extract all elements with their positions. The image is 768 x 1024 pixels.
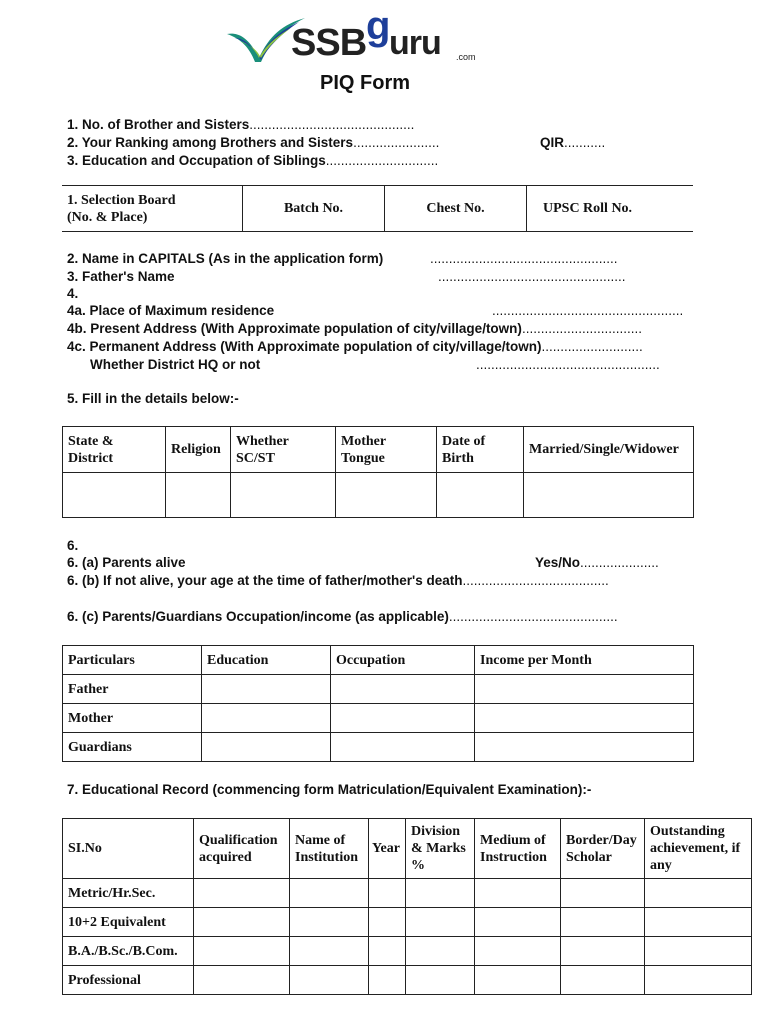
row-label-guardians: Guardians bbox=[63, 733, 202, 762]
institution-header bbox=[290, 819, 369, 879]
parents-alive-label: 6. (a) Parents alive bbox=[67, 555, 186, 570]
fathers-name-label: 3. Father's Name bbox=[67, 269, 175, 284]
fill-details-label: 5. Fill in the details below:- bbox=[67, 391, 239, 406]
permanent-address-label: 4c. Permanent Address (With Approximate population of city/village/town) bbox=[67, 339, 542, 354]
religion-input-cell[interactable] bbox=[166, 473, 231, 518]
selection-board-sublabel: (No. & Place) bbox=[67, 209, 148, 225]
district-hq-label: Whether District HQ or not bbox=[90, 357, 261, 372]
input-cell[interactable] bbox=[290, 937, 369, 966]
name-capitals-dots: .................................................. bbox=[430, 251, 618, 266]
dob-header-line1: Date of bbox=[442, 433, 486, 449]
occupation-header: Occupation bbox=[331, 646, 475, 675]
marital-status-header: Married/Single/Widower bbox=[524, 427, 694, 473]
logo-text-com: .com bbox=[456, 52, 476, 62]
input-cell[interactable] bbox=[194, 879, 290, 908]
input-cell[interactable] bbox=[475, 908, 561, 937]
personal-details-table bbox=[62, 426, 694, 518]
batch-no-header: Batch No. bbox=[243, 186, 385, 232]
mother-tongue-input-cell[interactable] bbox=[336, 473, 437, 518]
input-cell[interactable] bbox=[290, 908, 369, 937]
yes-no-dots: ..................... bbox=[580, 555, 659, 570]
med-line2: Instruction bbox=[480, 849, 547, 865]
input-cell[interactable] bbox=[194, 966, 290, 995]
page-title: PIQ Form bbox=[320, 72, 411, 94]
scst-header-line1: Whether bbox=[236, 433, 289, 449]
logo-text-ssb: SSB bbox=[291, 22, 367, 64]
qual-line1: Qualification bbox=[199, 832, 278, 848]
selection-board-label: 1. Selection Board bbox=[67, 192, 176, 208]
row-label-graduation: B.A./B.Sc./B.Com. bbox=[63, 937, 194, 966]
parents-occupation-table bbox=[62, 645, 694, 762]
input-cell[interactable] bbox=[475, 966, 561, 995]
input-cell[interactable] bbox=[645, 908, 752, 937]
row-label-10-plus-2: 10+2 Equivalent bbox=[63, 908, 194, 937]
item-6-label: 6. bbox=[67, 538, 79, 553]
input-cell[interactable] bbox=[194, 908, 290, 937]
input-cell[interactable] bbox=[645, 937, 752, 966]
siblings-label: 3. Education and Occupation of Siblings bbox=[67, 153, 326, 168]
input-cell[interactable] bbox=[369, 966, 406, 995]
mother-income-cell[interactable] bbox=[475, 704, 694, 733]
row-label-father: Father bbox=[63, 675, 202, 704]
guardians-income-cell[interactable] bbox=[475, 733, 694, 762]
inst-line2: Institution bbox=[295, 849, 359, 865]
input-cell[interactable] bbox=[406, 908, 475, 937]
education-header: Education bbox=[202, 646, 331, 675]
guardians-occupation-cell[interactable] bbox=[331, 733, 475, 762]
row-label-mother: Mother bbox=[63, 704, 202, 733]
input-cell[interactable] bbox=[369, 879, 406, 908]
brothers-sisters-dots: ............................................ bbox=[249, 117, 415, 132]
mother-education-cell[interactable] bbox=[202, 704, 331, 733]
yes-no-label: Yes/No bbox=[535, 555, 581, 570]
year-header: Year bbox=[369, 819, 406, 879]
div-line3: % bbox=[411, 858, 425, 873]
qir-dots: ........... bbox=[564, 135, 606, 150]
guardian-occupation-label: 6. (c) Parents/Guardians Occupation/income (as applicable) bbox=[67, 609, 449, 624]
medium-header bbox=[475, 819, 561, 879]
age-at-death-dots: ....................................... bbox=[462, 573, 609, 588]
achievement-header bbox=[645, 819, 752, 879]
bd-line2: Scholar bbox=[566, 849, 612, 865]
ach-line3: any bbox=[650, 858, 672, 873]
sc-st-header bbox=[231, 427, 336, 473]
ranking-line bbox=[67, 135, 439, 150]
max-residence-label: 4a. Place of Maximum residence bbox=[67, 303, 275, 318]
input-cell[interactable] bbox=[406, 879, 475, 908]
upsc-roll-no-header: UPSC Roll No. bbox=[527, 186, 694, 232]
input-cell[interactable] bbox=[290, 879, 369, 908]
qir-line bbox=[540, 135, 605, 150]
dob-input-cell[interactable] bbox=[437, 473, 524, 518]
input-cell[interactable] bbox=[406, 966, 475, 995]
guardian-occupation-line bbox=[67, 609, 618, 624]
division-marks-header bbox=[406, 819, 475, 879]
siblings-dots: .............................. bbox=[325, 153, 439, 168]
scst-header-line2: SC/ST bbox=[236, 450, 275, 466]
dob-header-line2: Birth bbox=[442, 450, 474, 466]
ranking-label: 2. Your Ranking among Brothers and Sisters bbox=[67, 135, 354, 150]
ach-line2: achievement, if bbox=[650, 841, 741, 856]
income-header: Income per Month bbox=[475, 646, 694, 675]
div-line2: & Marks bbox=[411, 841, 466, 856]
logo-text-g: g bbox=[366, 4, 390, 48]
brothers-sisters-line bbox=[67, 117, 414, 132]
row-label-metric: Metric/Hr.Sec. bbox=[63, 879, 194, 908]
input-cell[interactable] bbox=[561, 966, 645, 995]
div-line1: Division bbox=[411, 824, 461, 839]
particulars-header: Particulars bbox=[63, 646, 202, 675]
present-address-line bbox=[67, 321, 642, 336]
qual-line2: acquired bbox=[199, 849, 252, 865]
state-header-line2: District bbox=[68, 450, 114, 466]
educational-record-label: 7. Educational Record (commencing form Matriculation/Equivalent Examination):- bbox=[67, 782, 592, 797]
state-district-input-cell[interactable] bbox=[63, 473, 166, 518]
name-capitals-label: 2. Name in CAPITALS (As in the application form) bbox=[67, 251, 384, 266]
input-cell[interactable] bbox=[561, 908, 645, 937]
max-residence-dots: ................................................... bbox=[492, 303, 684, 318]
input-cell[interactable] bbox=[561, 879, 645, 908]
qir-label: QIR bbox=[540, 135, 565, 150]
chest-no-header: Chest No. bbox=[385, 186, 527, 232]
marital-status-input-cell[interactable] bbox=[524, 473, 694, 518]
row-label-professional: Professional bbox=[63, 966, 194, 995]
input-cell[interactable] bbox=[561, 937, 645, 966]
state-header-line1: State & bbox=[68, 433, 114, 449]
qualification-header bbox=[194, 819, 290, 879]
input-cell[interactable] bbox=[645, 966, 752, 995]
father-occupation-cell[interactable] bbox=[331, 675, 475, 704]
input-cell[interactable] bbox=[369, 937, 406, 966]
age-at-death-label: 6. (b) If not alive, your age at the time of father/mother's death bbox=[67, 573, 463, 588]
state-district-header bbox=[63, 427, 166, 473]
mt-header-line1: Mother bbox=[341, 433, 387, 449]
border-day-header bbox=[561, 819, 645, 879]
input-cell[interactable] bbox=[290, 966, 369, 995]
sl-no-header: SI.No bbox=[63, 819, 194, 879]
yes-no-line bbox=[535, 555, 659, 570]
input-cell[interactable] bbox=[194, 937, 290, 966]
permanent-address-line bbox=[67, 339, 643, 354]
fathers-name-dots: .................................................. bbox=[438, 269, 626, 284]
brothers-sisters-label: 1. No. of Brother and Sisters bbox=[67, 117, 250, 132]
input-cell[interactable] bbox=[475, 879, 561, 908]
input-cell[interactable] bbox=[645, 879, 752, 908]
input-cell[interactable] bbox=[369, 908, 406, 937]
selection-board-table bbox=[62, 185, 693, 232]
med-line1: Medium of bbox=[480, 832, 546, 848]
mt-header-line2: Tongue bbox=[341, 450, 385, 466]
bd-line1: Border/Day bbox=[566, 832, 637, 848]
ach-line1: Outstanding bbox=[650, 824, 725, 839]
guardian-occupation-dots: ............................................. bbox=[448, 609, 618, 624]
logo bbox=[225, 4, 485, 68]
dob-header bbox=[437, 427, 524, 473]
ranking-dots: ....................... bbox=[353, 135, 440, 150]
district-hq-dots: ................................................. bbox=[476, 357, 660, 372]
mother-tongue-header bbox=[336, 427, 437, 473]
input-cell[interactable] bbox=[475, 937, 561, 966]
siblings-line bbox=[67, 153, 438, 168]
permanent-address-dots: ........................... bbox=[541, 339, 643, 354]
input-cell[interactable] bbox=[406, 937, 475, 966]
inst-line1: Name of bbox=[295, 832, 346, 848]
age-at-death-line bbox=[67, 573, 609, 588]
sc-st-input-cell[interactable] bbox=[231, 473, 336, 518]
selection-board-cell bbox=[62, 186, 243, 232]
father-income-cell[interactable] bbox=[475, 675, 694, 704]
educational-record-table bbox=[62, 818, 752, 995]
present-address-label: 4b. Present Address (With Approximate population of city/village/town) bbox=[67, 321, 522, 336]
present-address-dots: ................................ bbox=[521, 321, 642, 336]
religion-header: Religion bbox=[166, 427, 231, 473]
father-education-cell[interactable] bbox=[202, 675, 331, 704]
guardians-education-cell[interactable] bbox=[202, 733, 331, 762]
logo-text-uru: uru bbox=[389, 24, 441, 62]
item-4-label: 4. bbox=[67, 286, 79, 301]
mother-occupation-cell[interactable] bbox=[331, 704, 475, 733]
